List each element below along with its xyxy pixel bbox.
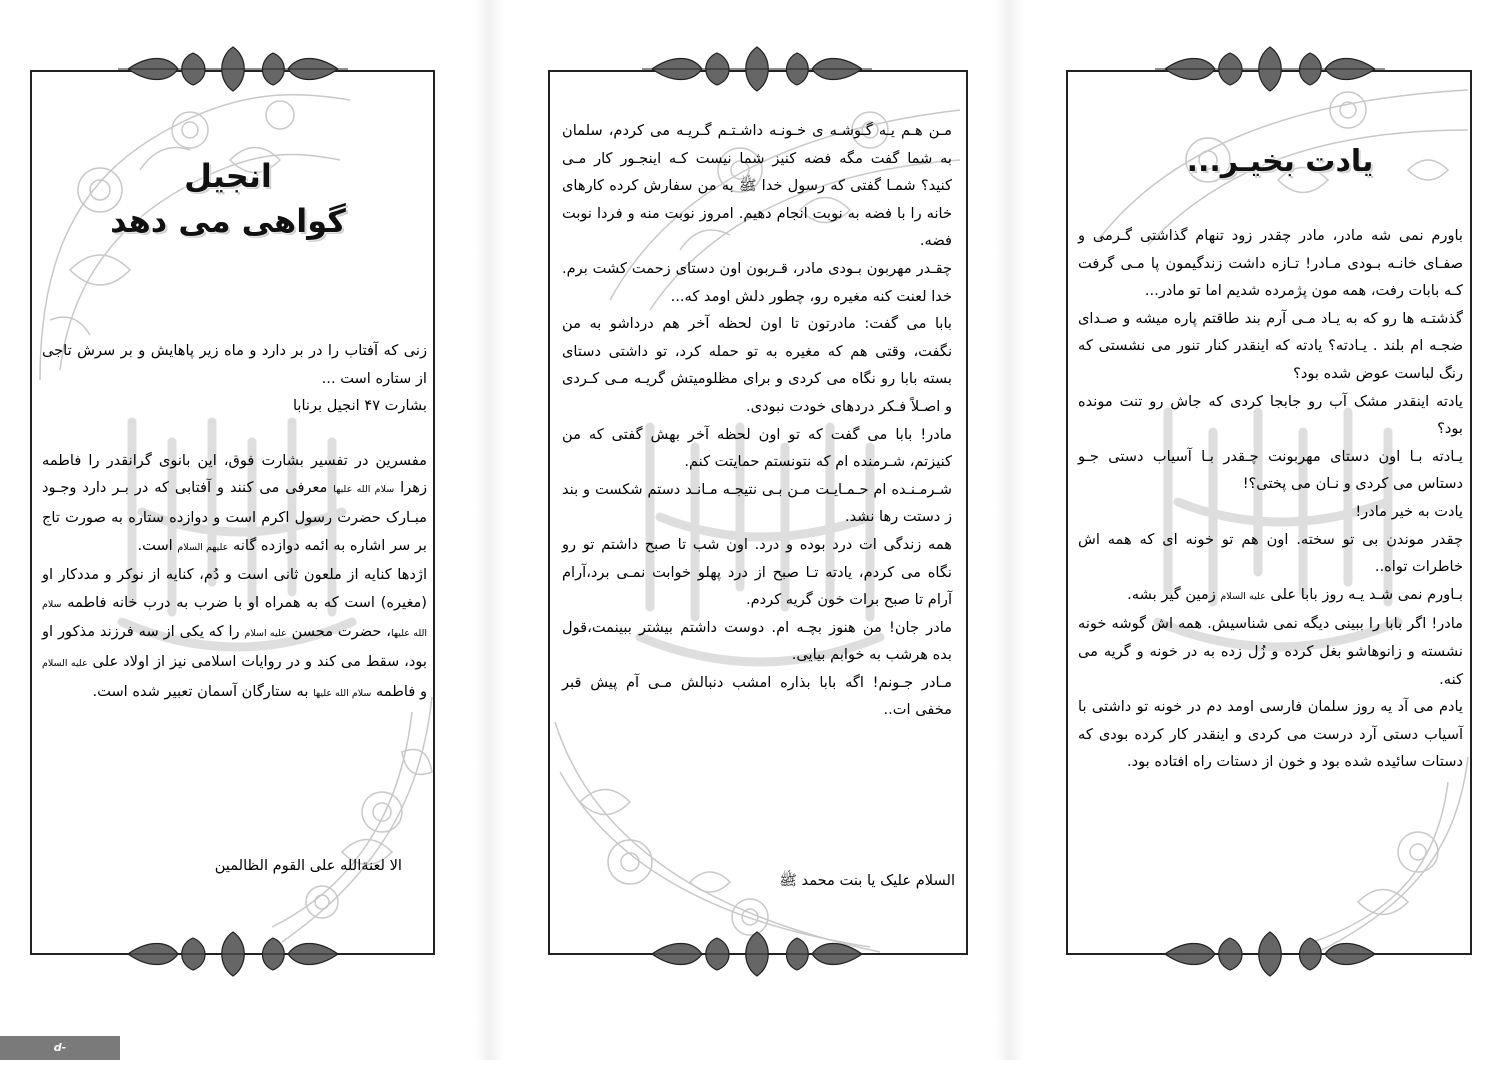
right-body-text (1078, 222, 1463, 776)
honorific: علیهم السلام (177, 541, 229, 553)
honorific: علیه السلام (1220, 590, 1266, 602)
paragraph: مادر جان! من هنوز بچـه ام. دوست داشتم بیشتر ببینمت،قول بده هرشب به خوابم بیایی. (562, 618, 952, 664)
arabesque-ornament-icon (642, 45, 872, 93)
website-badge: d-orumiyeh.iau.ac.ir (0, 1036, 120, 1060)
citation-text: بشارت ۴۷ انجیل برنابا (292, 397, 427, 415)
honorific: سلام الله علیها (313, 687, 372, 699)
spacer (42, 420, 427, 447)
paragraph: یادت به خیر مادر! (1355, 502, 1463, 520)
title-testifies: گواهی می دهد (110, 202, 346, 240)
left-body-text (42, 337, 427, 707)
paragraph: گذشتـه ها رو که به یـاد مـی آرم بند طاقتم پاره میشه و صـدای ضجـه ام بلند . یـادته؟ یادته که اینقدر کنار تنور می نشستی که رنگ لباست عوض شده بود؟ (1078, 309, 1463, 382)
middle-body-text (562, 117, 952, 724)
text-run: است. (137, 536, 173, 554)
floral-corner-decoration (262, 692, 435, 955)
arabesque-ornament-icon (118, 930, 348, 978)
text-run: بـاورم نمی شـد یـه روز بابا علی (1270, 585, 1463, 603)
paragraph: باورم نمی شه مادر، مادر چقدر زود تنهام گذاشتی گـرمی و صفـای خانـه بـودی مـادر! تـازه داشت زندگیمون پا مـی گرفت کـه بابات رفت، همه مون پژمرده شدیم اما تو مادر... (1078, 227, 1463, 300)
left-panel (30, 70, 435, 955)
paragraph: چقـدر مهربون بـودی مادر، قـربون اون دستای زحمت کشت برم. خدا لعنت کنه مغیره رو، چطور دلش اومد که... (562, 259, 952, 305)
text-run: معرفی می کنند و آفتابی که در بـر دارد وجـود مبـارک حضرت رسول اکرم است و دوازده ستاره به صورت تاج بر سر اشاره به ائمه دوازده گانه (42, 479, 427, 554)
paragraph: چقدر موندن بی تو سخته. اون هم تو خونه ای که همه اش خاطرات تواه.. (1078, 530, 1463, 576)
salutation-text: السلام علیک یا بنت محمد ﷺ (779, 872, 955, 889)
paragraph: یادم می آد یه روز سلمان فارسی اومد دم در خونه تو داشتی با آسیاب دستی آرد درست می کردی و اینقدر کار کرده بودی که دستات سائیده شده بود و خون از دستات راه افتاده بود. (1078, 698, 1463, 771)
text-run: اژدها کنایه از ملعون ثانی است و دُم، کنایه از نوکر و مددکار او (مغیره) است که به همراه او با ضرب به درب خانه فاطمه (42, 566, 427, 611)
quote-text: زنی که آفتاب را در بر دارد و ماه زیر پاهایش و بر سرش تاجی از ستاره است ... (42, 342, 427, 387)
floral-corner-decoration (1308, 752, 1472, 955)
honorific: سلام الله علیها (333, 484, 395, 496)
paragraph: بابا می گفت: مادرتون تا اون لحظه آخر هم درداشو به من نگفت، وقتی هم که مغیره به تو حمله کرد، تو داشتی دستای بسته بابا رو نگاه می کردی و برای مظلومیتش گریـه مـی کـردی و اصـلاً فـکر دردهای خودت نبودی. (562, 315, 952, 415)
honorific: سلام الله علیها (42, 598, 428, 640)
title-gospel: انجیل (184, 157, 272, 195)
text-run: مفسرین در تفسیر بشارت فوق، این بانوی گرانقدر را فاطمه زهرا (42, 451, 428, 497)
paragraph: مادر! اگر بابا را ببینی دیگه نمی شناسیش. همه اش گوشه خونه نشسته و زانوهاشو بغل کرده و زُل زده به در خونه و گریه می کنه. (1078, 615, 1463, 688)
paragraph: همه زندگی ات درد بوده و درد. اون شب تا صبح داشتم تو رو نگاه می کردم، یادته تـا صبح از درد پهلو خوابت نمـی برد،آرام آرام تا صبح برات خون گریه کردم. (562, 535, 952, 609)
right-panel (1066, 70, 1472, 955)
paragraph: مـادر جـونم! اگه بابا بذاره امشب دنبالش مـی آم پیش قبر مخفی ات.. (562, 673, 952, 719)
paragraph-interpretation (42, 447, 427, 561)
paragraph (1078, 581, 1463, 611)
arabesque-ornament-icon (118, 45, 348, 93)
fold-shadow (995, 0, 1025, 1060)
text-run: به ستارگان آسمان تعبیر شده است. (92, 682, 309, 700)
text-run: زمین گیر بشه. (1127, 585, 1216, 603)
paragraph-dragon (42, 561, 427, 707)
arabesque-ornament-icon (1155, 45, 1385, 93)
text-run: را که یکی از سه فرزند مذکور او بود، سقط می کند و در روایات اسلامی نیز از اولاد علی (42, 623, 427, 670)
arabesque-ornament-icon (1155, 930, 1385, 978)
text-run: و فاطمه (376, 682, 427, 700)
title-remember: یادت بخیـر... (1186, 144, 1374, 179)
paragraph: یادته اینقدر مشک آب رو جابجا کردی که جاش رو تنت مونده بود؟ (1078, 392, 1463, 438)
paragraph: مـن هـم یـه گـوشـه ی خـونـه داشـتـم گـریـه می کردم، سلمان به شما گفت مگه فضه کنیز شما نیست کـه اینجـور کار مـی کنید؟ شمـا گفتی که رسول خدا ﷺ به من سفارش کرده کارهای خانه را با فضه به نوبت انجام دهیم. امروز نوبت منه و فردا نوبت فضه. (562, 122, 952, 250)
paragraph: یـادته بـا اون دستای مهربونت چـقدر بـا آسیاب دستی جـو دستاس می کردی و نـان می پختی؟! (1078, 447, 1463, 493)
paragraph: مادر! بابا می گفت که تو اون لحظه آخر بهش گفتی که من کنیزتم، شـرمنده ام که نتونستم حمایتت کنم. (562, 425, 952, 471)
closing-curse: الا لعنةالله علی القوم الظالمین (214, 857, 402, 874)
middle-panel (548, 70, 968, 955)
paragraph: شـرمـنـده ام حـمـایـت مـن بـی نتیجـه مـانـد دستم شکست و بند ز دستت رها نشد. (562, 480, 952, 526)
honorific: علیه اسلام (244, 628, 287, 640)
arabesque-ornament-icon (642, 930, 872, 978)
honorific: علیه السلام (42, 657, 88, 669)
fold-shadow (475, 0, 505, 1060)
text-run: ، حضرت محسن (291, 623, 391, 641)
floral-corner-decoration (550, 712, 890, 955)
